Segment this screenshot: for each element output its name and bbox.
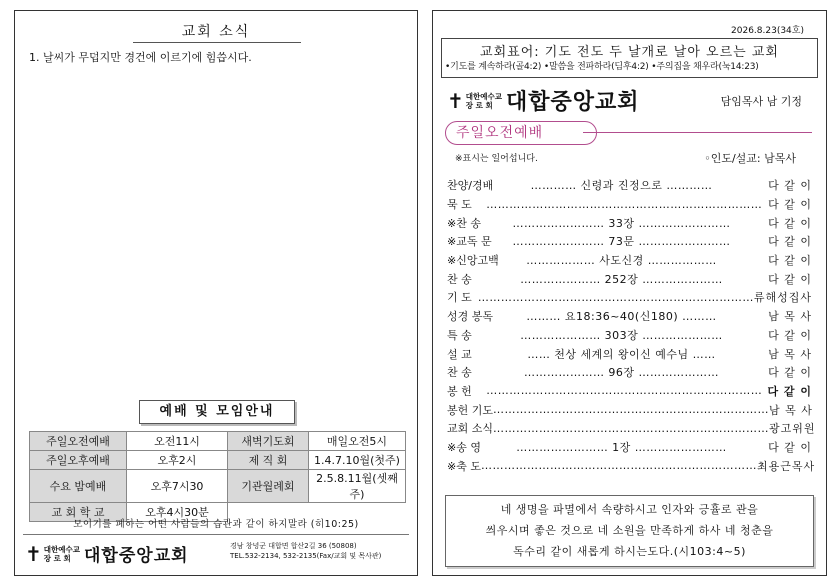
closing-verse-line: 네 생명을 파멸에서 속량하시고 인자와 긍휼로 관을 — [500, 503, 759, 516]
worship-item-content: ………… 신령과 진정으로 ………… — [530, 179, 713, 193]
worship-item-content: ……………………………………………………………… — [486, 197, 763, 211]
worship-item-content: …………………… 73문 …………………… — [512, 235, 731, 249]
closing-verse-box — [445, 495, 814, 567]
cross-icon: ✝ — [25, 541, 42, 566]
news-title: 교회 소식 — [181, 24, 251, 40]
issue-date: 2026.8.23(34호) — [731, 26, 804, 36]
schedule-label: 주일오후예배 — [30, 451, 127, 470]
worship-item-leader: 다 같 이 — [768, 235, 812, 249]
standing-note: ※표시는 일어섭니다. — [455, 154, 538, 164]
worship-item-leader: 남 목 사 — [768, 347, 812, 361]
worship-item — [447, 269, 812, 288]
worship-item — [447, 213, 812, 232]
worship-item-content: ………………… 252장 ………………… — [520, 272, 723, 286]
church-motto: 교회표어: 기도 전도 두 날개로 날아 오르는 교회 — [480, 45, 779, 60]
senior-pastor: 담임목사 남 기정 — [720, 95, 802, 108]
worship-item-content: …………………… 33장 …………………… — [512, 216, 731, 230]
worship-item-name: 설 교 — [447, 347, 472, 361]
worship-item-name: ※교독 문 — [447, 235, 492, 249]
phone-line: TEL.532-2134, 532-2135(Fax/교회 및 목사관) — [230, 552, 382, 560]
worship-item-leader: 남 목 사 — [769, 403, 813, 417]
worship-item-leader: 다 같 이 — [768, 198, 812, 212]
schedule-time: 오후2시 — [127, 451, 228, 470]
worship-item — [447, 326, 812, 345]
schedule-time: 오전11시 — [127, 432, 228, 451]
table-row — [30, 451, 406, 470]
worship-item-content: ……………………………………………………………… — [493, 421, 770, 435]
worship-item-leader: 다 같 이 — [768, 272, 812, 286]
worship-item-content: ………………… 96장 ………………… — [523, 366, 720, 380]
worship-item-content: ………………… 303장 ………………… — [520, 328, 723, 342]
worship-item-content: …… 천상 세계의 왕이신 예수님 …… — [527, 347, 716, 361]
worship-item-leader: 다 같 이 — [767, 384, 812, 398]
closing-verse-line: 씌우시며 좋은 것으로 네 소원을 만족하게 하사 네 청춘을 — [485, 524, 774, 537]
left-page — [14, 10, 418, 576]
church-name: 대합중앙교회 — [84, 546, 189, 566]
service-title: 주일오전예배 — [445, 121, 597, 145]
worship-item — [447, 344, 812, 363]
schedule-title: 예배 및 모임안내 — [139, 400, 295, 424]
schedule-time: 오후4시30분 — [127, 503, 228, 522]
cross-icon: ✝ — [447, 88, 464, 113]
schedule-time: 오후7시30 — [127, 470, 228, 503]
table-row — [30, 470, 406, 503]
worship-item — [447, 438, 812, 457]
denomination — [466, 92, 502, 110]
worship-item-content: …………………… 1장 …………………… — [516, 440, 727, 454]
schedule-time: 매일오전5시 — [309, 432, 406, 451]
worship-item-leader: 다 같 이 — [768, 366, 812, 380]
address-line: 경남 창녕군 대합면 합산2길 36 (50808) — [230, 542, 357, 550]
worship-item-name: 성경 봉독 — [447, 310, 494, 324]
denomination — [44, 545, 80, 563]
worship-item-leader: 다 같 이 — [768, 328, 812, 342]
worship-item — [447, 232, 812, 251]
worship-item-name: ※송 영 — [447, 440, 481, 454]
worship-item-leader: 다 같 이 — [768, 254, 812, 268]
worship-item-name: 기 도 — [447, 291, 472, 305]
denomination-bottom: 장 로 회 — [43, 553, 71, 563]
news-title-underline — [133, 42, 301, 43]
worship-item — [447, 400, 812, 419]
schedule-table — [29, 431, 406, 522]
schedule-label: 새벽기도회 — [228, 432, 309, 451]
worship-item-leader: 다 같 이 — [768, 216, 812, 230]
church-logo-header — [447, 85, 640, 116]
service-title-rule — [583, 132, 812, 133]
worship-item-name: ※찬 송 — [447, 216, 481, 230]
worship-item — [447, 176, 812, 195]
worship-item-leader: 다 같 이 — [768, 440, 812, 454]
hebrews-verse: 모이기를 폐하는 어떤 사람들의 습관과 같이 하지말라 (히10:25) — [73, 519, 359, 530]
worship-item — [447, 456, 816, 475]
worship-item-name: 교회 소식 — [447, 422, 494, 436]
church-logo-footer — [25, 541, 189, 566]
church-address — [230, 541, 381, 561]
worship-item-leader: 남 목 사 — [768, 310, 812, 324]
footer-divider — [23, 534, 409, 535]
worship-item-name: 찬양/경배 — [447, 179, 494, 193]
preacher-note: ◦인도/설교: 남목사 — [704, 152, 796, 165]
worship-item-content: ……………………………………………………………… — [477, 290, 754, 304]
denomination-bottom: 장 로 회 — [465, 100, 493, 110]
schedule-label: 교 회 학 교 — [30, 503, 127, 522]
denomination-top: 대한예수교 — [465, 91, 502, 101]
worship-item-name: ※축 도 — [447, 459, 481, 473]
worship-item — [447, 382, 812, 401]
worship-item-name: 찬 송 — [447, 272, 472, 286]
table-row — [30, 432, 406, 451]
worship-item-name: 봉 헌 — [447, 384, 472, 398]
worship-item — [447, 288, 812, 307]
worship-item — [447, 195, 812, 214]
worship-item-leader: 류해성집사 — [753, 291, 812, 305]
worship-item — [447, 419, 816, 438]
worship-item — [447, 363, 812, 382]
worship-item-content: ……………………………………………………………… — [486, 384, 763, 398]
worship-item-name: 봉헌 기도 — [447, 403, 494, 417]
worship-item — [447, 307, 812, 326]
motto-box — [441, 38, 818, 78]
denomination-top: 대한예수교 — [43, 544, 80, 554]
schedule-label: 수요 밤예배 — [30, 470, 127, 503]
schedule-label: 기관월례회 — [228, 470, 309, 503]
worship-item-name: ※신앙고백 — [447, 254, 499, 268]
news-item: 1. 날씨가 무덥지만 경건에 이르기에 힘씁시다. — [29, 51, 252, 64]
worship-item-name: 특 송 — [447, 328, 472, 342]
order-of-worship — [447, 176, 816, 475]
worship-item-content: ……………… 사도신경 ……………… — [526, 254, 717, 268]
worship-item-leader: 광고위원 — [769, 422, 816, 436]
closing-verse-line: 독수리 같이 새롭게 하시는도다.(시103:4~5) — [513, 545, 746, 558]
right-page — [432, 10, 827, 576]
worship-item-name: 묵 도 — [447, 198, 472, 212]
church-name: 대합중앙교회 — [506, 90, 640, 115]
worship-item-content: ……………………………………………………………… — [480, 459, 757, 473]
schedule-time: 2.5.8.11월(셋째주) — [309, 470, 406, 503]
worship-item-content: ……………………………………………………………… — [493, 403, 770, 417]
worship-item-leader: 최용근목사 — [756, 459, 816, 473]
worship-item-content: ……… 요18:36~40(신180) ……… — [526, 310, 717, 324]
motto-sub: •기도를 계속하라(골4:2) •말씀을 전파하라(딤후4:2) •주의집을 채우라(눅14:23) — [445, 62, 759, 72]
worship-item-name: 찬 송 — [447, 366, 472, 380]
schedule-label: 제 직 회 — [228, 451, 309, 470]
schedule-label: 주일오전예배 — [30, 432, 127, 451]
worship-item — [447, 251, 812, 270]
schedule-time: 1.4.7.10월(첫주) — [309, 451, 406, 470]
worship-item-leader: 다 같 이 — [768, 179, 812, 193]
